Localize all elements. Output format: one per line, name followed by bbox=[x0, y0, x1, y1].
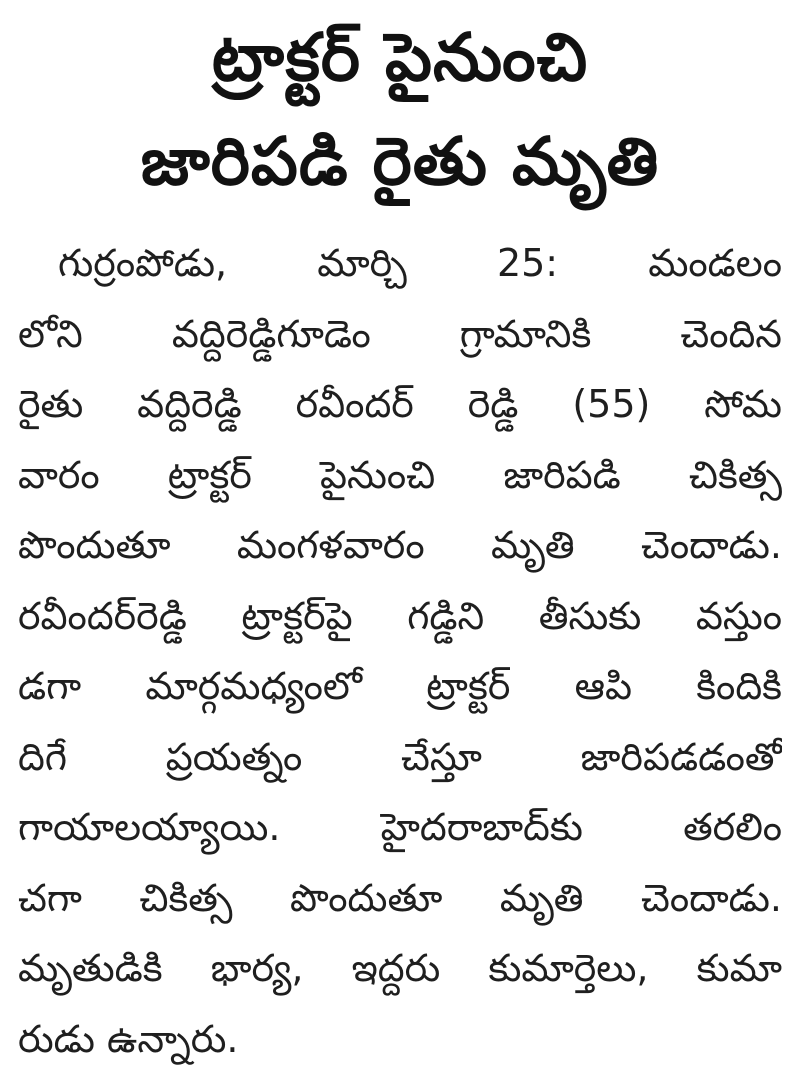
article-line: రుడు ఉన్నారు. bbox=[18, 1016, 239, 1061]
headline bbox=[0, 6, 800, 214]
article-line: పొందుతూ మంగళవారం మృతి చెందాడు. bbox=[18, 523, 782, 567]
article-body bbox=[18, 228, 782, 1074]
article-line: దిగే ప్రయత్నం చేస్తూ జారిపడడంతో bbox=[18, 734, 782, 779]
article-line: రైతు వద్దిరెడ్డి రవీందర్ రెడ్డి (55) సోమ bbox=[18, 382, 782, 426]
article-line: గుర్రంపోడు, మార్చి 25: మండలం bbox=[58, 241, 782, 285]
article-line: మృతుడికి భార్య, ఇద్దరు కుమార్తెలు, కుమా bbox=[18, 946, 782, 990]
article-line: గాయాలయ్యాయి. హైదరాబాద్‌కు తరలిం bbox=[18, 805, 782, 849]
article-line: డగా మార్గమధ్యంలో ట్రాక్టర్ ఆపి కిందికి bbox=[18, 664, 782, 708]
article-line: రవీందర్‌రెడ్డి ట్రాక్టర్‌పై గడ్డిని తీసుకు వస్తుం bbox=[18, 593, 782, 638]
article-line: చగా చికిత్స పొందుతూ మృతి చెందాడు. bbox=[18, 875, 782, 920]
article-line: వారం ట్రాక్టర్ పైనుంచి జారిపడి చికిత్స bbox=[18, 452, 782, 497]
article-line: లోని వద్దిరెడ్డిగూడెం గ్రామానికి చెందిన bbox=[18, 311, 782, 356]
headline-line-2: జారిపడి రైతు మృతి bbox=[140, 123, 660, 200]
headline-line-1: ట్రాక్టర్ పైనుంచి bbox=[211, 19, 589, 96]
